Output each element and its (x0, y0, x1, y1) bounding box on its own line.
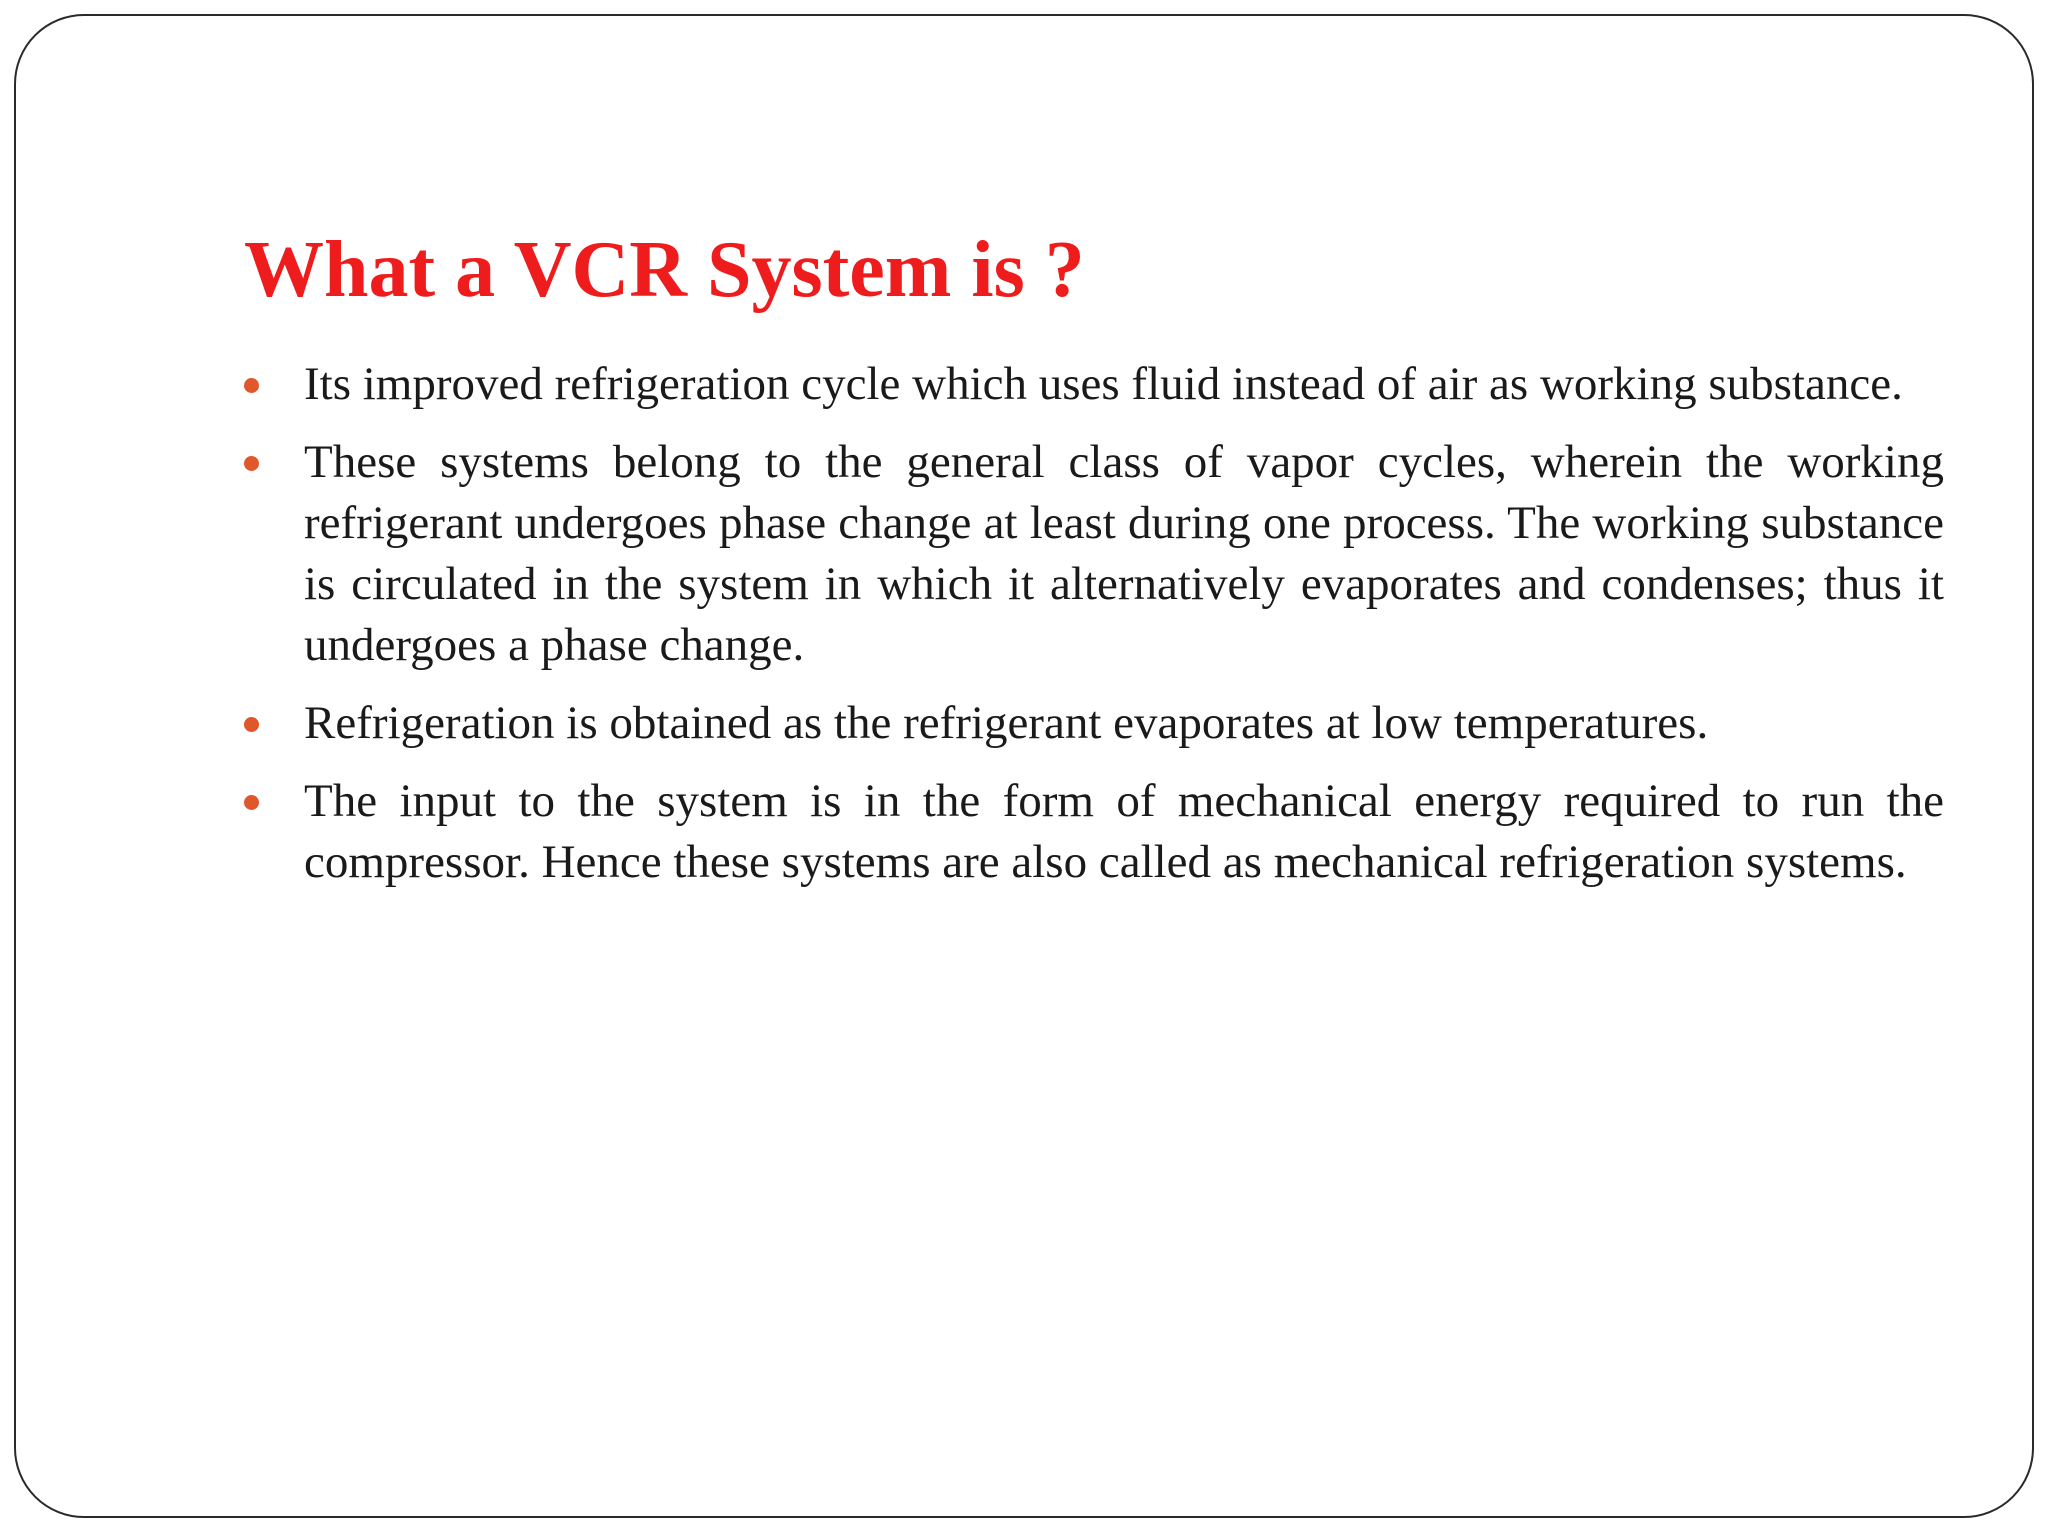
slide-frame (14, 14, 2034, 1518)
bullet-text: Its improved refrigeration cycle which uses fluid instead of air as working substance. (304, 358, 1903, 410)
bullet-text: The input to the system is in the form of mechanical energy required to run the compressor. Hence these systems are also called as mechanical refrigeration systems. (304, 775, 1944, 888)
bullet-text: Refrigeration is obtained as the refrigerant evaporates at low temperatures. (304, 697, 1709, 749)
bullet-dot-icon (244, 795, 259, 810)
bullet-list (244, 354, 1944, 910)
bullet-item (244, 432, 1944, 676)
bullet-item (244, 354, 1944, 415)
slide-title: What a VCR System is ? (244, 226, 1085, 314)
bullet-dot-icon (244, 456, 259, 471)
bullet-dot-icon (244, 717, 259, 732)
bullet-dot-icon (244, 378, 259, 393)
bullet-text: These systems belong to the general class of vapor cycles, wherein the working refrigerant undergoes phase change at least during one process. The working substance is circulated in the system in which it alternatively evaporates and condenses; thus it undergoes a phase change. (304, 436, 1944, 671)
bullet-item (244, 771, 1944, 893)
bullet-item (244, 693, 1944, 754)
